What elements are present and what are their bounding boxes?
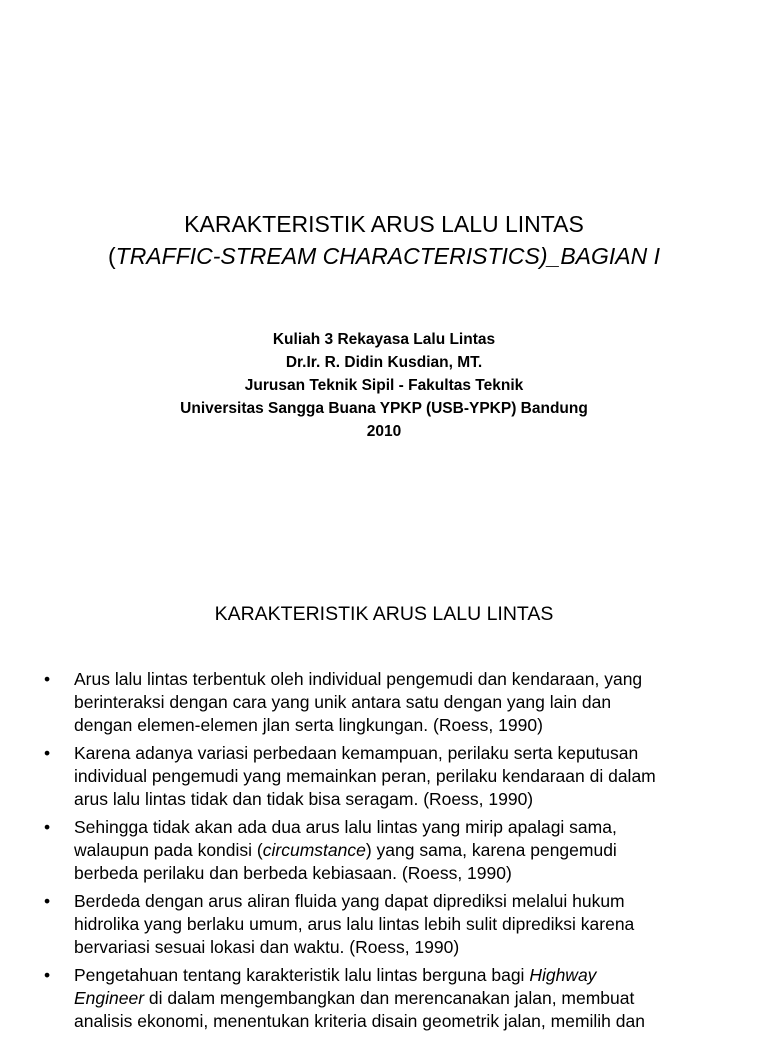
bullet-line: Berdeda dengan arus aliran fluida yang dapat diprediksi melalui hukum [74, 891, 625, 911]
slide1-title-line1: KARAKTERISTIK ARUS LALU LINTAS [184, 211, 584, 237]
bullet-item [44, 742, 734, 811]
slide1-subtitle [0, 328, 768, 443]
bullet-item [44, 890, 734, 959]
slide1-title-english: TRAFFIC-STREAM CHARACTERISTICS)_BAGIAN I [115, 243, 661, 269]
bullet-line: Karena adanya variasi perbedaan kemampuan, perilaku serta keputusan [74, 743, 639, 763]
bullet-line: hidrolika yang berlaku umum, arus lalu lintas lebih sulit diprediksi karena [74, 914, 635, 934]
subtitle-university: Universitas Sangga Buana YPKP (USB-YPKP) Bandung [180, 400, 588, 417]
bullet-marker: • [44, 965, 51, 985]
subtitle-year: 2010 [366, 423, 402, 440]
bullet-line [74, 964, 734, 987]
bullet-marker: • [44, 891, 51, 911]
bullet-item [44, 668, 734, 737]
bullet-item [44, 816, 734, 885]
slide2-title: KARAKTERISTIK ARUS LALU LINTAS [214, 603, 554, 625]
bullet-text: walaupun pada kondisi ( [74, 840, 263, 860]
bullet-italic-term: Engineer [74, 988, 145, 1008]
bullet-line: berinteraksi dengan cara yang unik antara satu dengan yang lain dan [74, 692, 612, 712]
bullet-marker: • [44, 817, 51, 837]
bullet-line: individual pengemudi yang memainkan peran, perilaku kendaraan di dalam [74, 766, 656, 786]
bullet-line: arus lalu lintas tidak dan tidak bisa seragam. (Roess, 1990) [74, 789, 534, 809]
bullet-italic-term: circumstance [262, 840, 366, 860]
subtitle-course: Kuliah 3 Rekayasa Lalu Lintas [272, 331, 496, 348]
bullet-line: analisis ekonomi, menentukan kriteria disain geometrik jalan, memilih dan [74, 1011, 645, 1031]
bullet-line: bervariasi sesuai lokasi dan waktu. (Roess, 1990) [74, 937, 460, 957]
bullet-marker: • [44, 743, 51, 763]
bullet-list [44, 668, 734, 1038]
bullet-line: berbeda perilaku dan berbeda kebiasaan. (Roess, 1990) [74, 863, 512, 883]
slide1-title [0, 208, 768, 272]
bullet-line [74, 987, 734, 1010]
subtitle-lecturer: Dr.Ir. R. Didin Kusdian, MT. [285, 354, 483, 371]
bullet-marker: • [44, 669, 51, 689]
slide1-title-paren: ( [107, 243, 116, 269]
bullet-line [74, 839, 734, 862]
bullet-item [44, 964, 734, 1033]
bullet-italic-term: Highway [529, 965, 597, 985]
bullet-line: dengan elemen-elemen jlan serta lingkungan. (Roess, 1990) [74, 715, 543, 735]
bullet-text: Pengetahuan tentang karakteristik lalu lintas berguna bagi [74, 965, 530, 985]
bullet-line: Sehingga tidak akan ada dua arus lalu lintas yang mirip apalagi sama, [74, 817, 617, 837]
bullet-text: ) yang sama, karena pengemudi [365, 840, 617, 860]
subtitle-department: Jurusan Teknik Sipil - Fakultas Teknik [244, 377, 524, 394]
slide1-title-line2 [0, 240, 768, 272]
bullet-text: di dalam mengembangkan dan merencanakan jalan, membuat [144, 988, 635, 1008]
bullet-line: Arus lalu lintas terbentuk oleh individual pengemudi dan kendaraan, yang [74, 669, 643, 689]
